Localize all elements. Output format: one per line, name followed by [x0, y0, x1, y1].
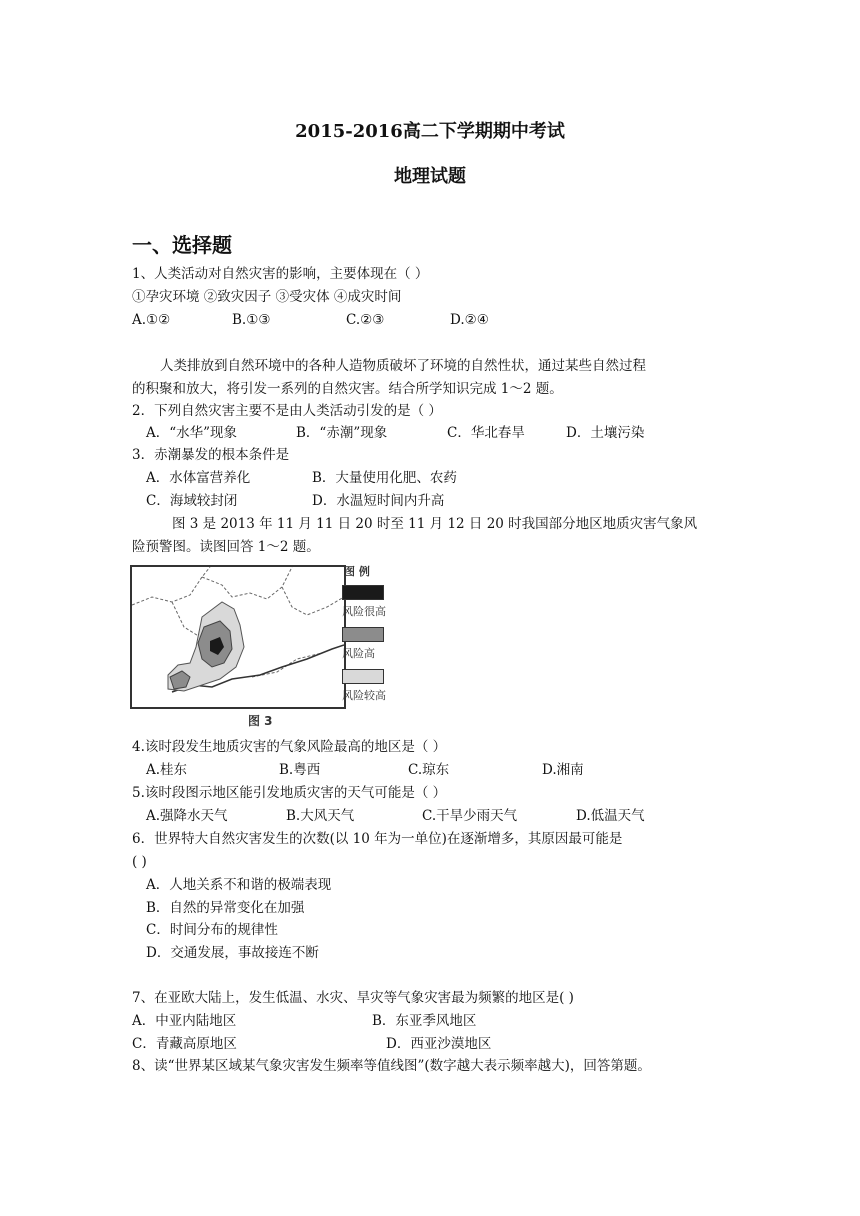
q3-option-c: C．海域较封闭	[146, 493, 238, 509]
q5-option-a: A.强降水天气	[146, 808, 228, 824]
q7-option-a: A．中亚内陆地区	[132, 1013, 237, 1029]
q7-stem: 7、在亚欧大陆上，发生低温、水灾、旱灾等气象灾害最为频繁的地区是( )	[132, 990, 574, 1006]
legend-label-higher: 风险较高	[342, 689, 386, 702]
q6-stem-line1: 6．世界特大自然灾害发生的次数(以 10 年为一单位)在逐渐增多，其原因最可能是	[132, 831, 623, 847]
exam-subtitle: 地理试题	[394, 166, 466, 187]
legend-swatch-high	[342, 627, 384, 642]
q1-option-d: D.②④	[450, 312, 489, 328]
q2-option-c: C．华北春旱	[447, 425, 525, 441]
passage2-line1: 图 3 是 2013 年 11 月 11 日 20 时至 11 月 12 日 20 时我国部分地区地质灾害气象风	[172, 516, 698, 532]
q6-stem-line2: ( )	[132, 854, 147, 870]
q6-option-a: A．人地关系不和谐的极端表现	[146, 877, 332, 893]
q6-option-c: C．时间分布的规律性	[146, 922, 278, 938]
risk-map-drawing	[132, 567, 344, 707]
q2-option-b: B．“赤潮”现象	[296, 425, 388, 441]
q4-option-b: B.粤西	[279, 762, 321, 778]
q2-option-d: D．土壤污染	[566, 425, 645, 441]
q1-items: ①孕灾环境 ②致灾因子 ③受灾体 ④成灾时间	[132, 289, 402, 305]
q6-option-d: D．交通发展，事故接连不断	[146, 945, 319, 961]
legend-swatch-very-high	[342, 585, 384, 600]
q1-option-c: C.②③	[346, 312, 385, 328]
q5-stem: 5.该时段图示地区能引发地质灾害的天气可能是（ ）	[132, 785, 447, 801]
q5-option-c: C.干旱少雨天气	[422, 808, 518, 824]
province-border	[132, 567, 210, 605]
passage1-line2: 的积聚和放大，将引发一系列的自然灾害。结合所学知识完成 1～2 题。	[132, 381, 563, 397]
q4-option-d: D.湘南	[542, 762, 584, 778]
legend-label-very-high: 风险很高	[342, 605, 386, 618]
q1-option-b: B.①③	[232, 312, 271, 328]
section-heading: 一、选择题	[132, 233, 232, 257]
map-legend	[342, 563, 402, 713]
q2-option-a: A．“水华”现象	[146, 425, 238, 441]
q1-option-a: A.①②	[132, 312, 171, 328]
province-border	[282, 587, 344, 615]
q4-stem: 4.该时段发生地质灾害的气象风险最高的地区是（ ）	[132, 739, 447, 755]
figure-caption: 图 3	[248, 714, 273, 728]
q7-option-c: C．青藏高原地区	[132, 1036, 237, 1052]
q7-option-d: D．西亚沙漠地区	[386, 1036, 492, 1052]
province-border	[202, 567, 292, 599]
legend-label-high: 风险高	[342, 647, 375, 660]
risk-map	[130, 565, 346, 709]
legend-title: 图 例	[344, 565, 370, 578]
exam-title: 2015-2016高二下学期期中考试	[295, 121, 565, 142]
q6-option-b: B．自然的异常变化在加强	[146, 900, 305, 916]
q5-option-b: B.大风天气	[286, 808, 355, 824]
q3-option-d: D．水温短时间内升高	[312, 493, 445, 509]
q8-stem: 8、读“世界某区域某气象灾害发生频率等值线图”(数字越大表示频率越大)，回答第题。	[132, 1058, 651, 1074]
q2-stem: 2．下列自然灾害主要不是由人类活动引发的是（ ）	[132, 403, 442, 419]
q3-option-b: B．大量使用化肥、农药	[312, 470, 457, 486]
q1-stem: 1、人类活动对自然灾害的影响，主要体现在（ ）	[132, 266, 429, 282]
q5-option-d: D.低温天气	[576, 808, 645, 824]
q3-stem: 3．赤潮暴发的根本条件是	[132, 447, 290, 463]
q7-option-b: B．东亚季风地区	[372, 1013, 477, 1029]
q4-option-c: C.琼东	[408, 762, 450, 778]
passage1-line1: 人类排放到自然环境中的各种人造物质破坏了环境的自然性状，通过某些自然过程	[160, 358, 646, 374]
legend-swatch-higher	[342, 669, 384, 684]
q4-option-a: A.桂东	[146, 762, 188, 778]
passage2-line2: 险预警图。读图回答 1～2 题。	[132, 539, 320, 555]
q3-option-a: A．水体富营养化	[146, 470, 251, 486]
